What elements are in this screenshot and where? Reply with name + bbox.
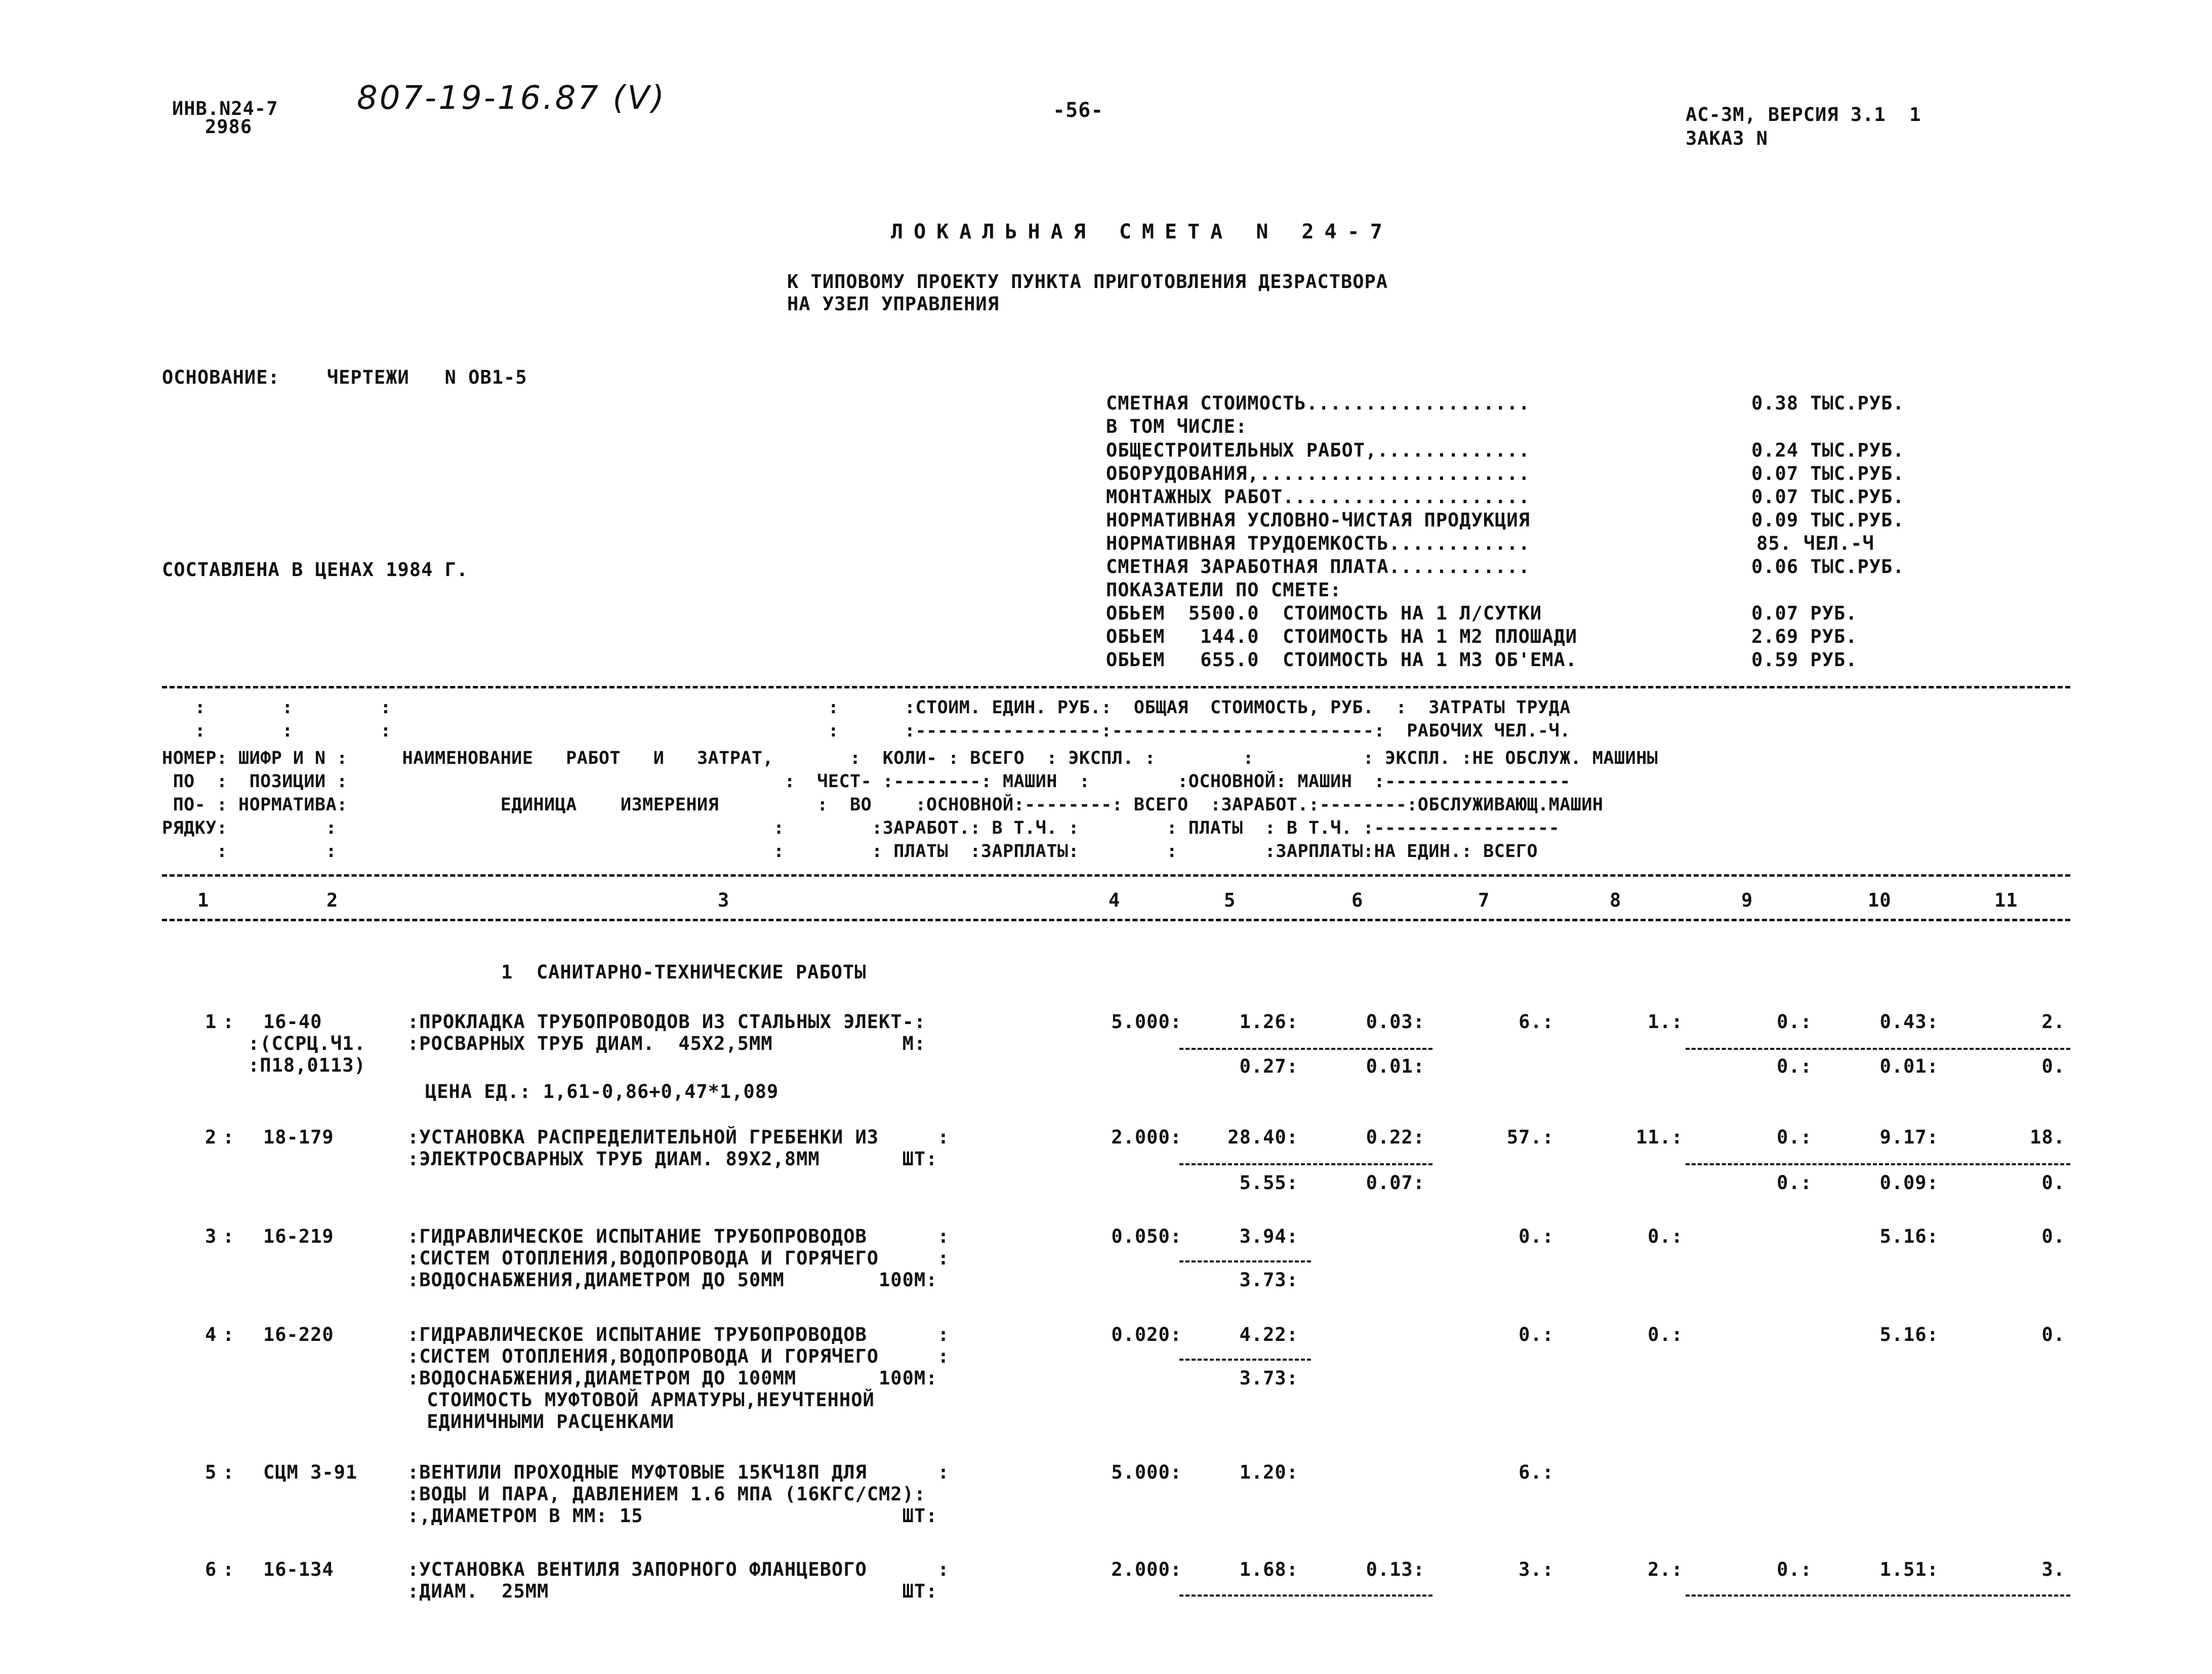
quantity: 5.000: (1111, 1461, 1182, 1483)
summary-label: ОБЬЕМ 655.0 СТОИМОСТЬ НА 1 М3 ОБ'ЕМА. (1106, 649, 1578, 671)
column-number: 8 (1610, 889, 1622, 911)
summary-label: ОБЬЕМ 144.0 СТОИМОСТЬ НА 1 М2 ПЛОШАДИ (1106, 626, 1578, 647)
labor-per-unit: 5.16: (1879, 1226, 1939, 1247)
basis-line: ОСНОВАНИЕ: ЧЕРТЕЖИ N OB1-5 (162, 366, 527, 388)
work-name: :РОСВАРНЫХ ТРУБ ДИАМ. 45X2,5ММ М: (407, 1033, 926, 1054)
header-line: : : : : :СТОИМ. ЕДИН. РУБ.: ОБЩАЯ СТОИМОСТЬ, РУБ. : ЗАТРАТЫ ТРУДА (162, 698, 1571, 718)
quantity: 2.000: (1111, 1126, 1182, 1148)
system-version: АС-3М, ВЕРСИЯ 3.1 1 (1686, 104, 1921, 126)
labor-total: 0. (2041, 1324, 2065, 1345)
summary-value: 0.38 ТЫС.РУБ. (1751, 392, 1905, 414)
handwritten-reference: 807-19-16.87 (V) (357, 79, 667, 117)
column-number: 10 (1868, 889, 1892, 911)
total-cost: 57.: (1506, 1126, 1554, 1148)
document-subtitle-2: НА УЗЕЛ УПРАВЛЕНИЯ (787, 293, 999, 315)
unit-cost-total: 3.94: (1239, 1226, 1298, 1247)
machine-wages-sub: 0.: (1777, 1055, 1812, 1077)
row-subrule (1179, 1260, 1311, 1262)
quantity: 5.000: (1111, 1011, 1182, 1033)
machine-operation: 0.22: (1366, 1126, 1425, 1148)
unit-base-wages: 5.55: (1239, 1172, 1298, 1194)
summary-value: 2.69 РУБ. (1751, 626, 1858, 647)
base-wages: 2.: (1648, 1559, 1683, 1580)
summary-value: 0.24 ТЫС.РУБ. (1751, 439, 1905, 461)
norm-code: 16-40 (263, 1011, 322, 1033)
column-number: 4 (1109, 889, 1121, 911)
norm-code: 16-220 (263, 1324, 334, 1345)
row-number: 5 (205, 1461, 217, 1483)
total-cost: 0.: (1519, 1324, 1554, 1345)
row-subrule (1686, 1163, 2070, 1165)
norm-code: 18-179 (263, 1126, 334, 1148)
labor-per-unit: 0.43: (1879, 1011, 1939, 1033)
document-title: ЛОКАЛЬНАЯ СМЕТА N 24-7 (891, 220, 1393, 243)
unit-base-wages: 3.73: (1239, 1269, 1298, 1291)
summary-label: МОНТАЖНЫХ РАБОТ..................... (1106, 486, 1530, 508)
machine-operation: 0.13: (1366, 1559, 1425, 1580)
summary-label: НОРМАТИВНАЯ ТРУДОЕМКОСТЬ............ (1106, 533, 1530, 554)
column-number: 7 (1478, 889, 1490, 911)
row-separator: : (223, 1461, 235, 1483)
header-line: РЯДКУ: : : :ЗАРАБОТ.: В Т.Ч. : : ПЛАТЫ : В Т.Ч. :----------------- (162, 818, 1560, 838)
unit-cost-total: 1.26: (1239, 1011, 1298, 1033)
norm-code: :(ССРЦ.Ч1. (248, 1033, 366, 1054)
total-cost: 6.: (1519, 1011, 1554, 1033)
row-separator: : (223, 1011, 235, 1033)
total-cost: 3.: (1519, 1559, 1554, 1580)
unit-base-wages: 3.73: (1239, 1367, 1298, 1389)
summary-label: ОБЬЕМ 5500.0 СТОИМОСТЬ НА 1 Л/СУТКИ (1106, 602, 1542, 624)
work-name: :ЭЛЕКТРОСВАРНЫХ ТРУБ ДИАМ. 89X2,8ММ ШТ: (407, 1148, 938, 1170)
service-total: 0. (2041, 1172, 2065, 1194)
header-line: ПО : ПОЗИЦИИ : : ЧЕСТ- :--------: МАШИН : :ОСНОВНОЙ: МАШИН :----------------- (162, 771, 1571, 792)
header-line: : : : : :-----------------:------------------------: РАБОЧИХ ЧЕЛ.-Ч. (162, 721, 1571, 741)
work-note: ЕДИНИЧНЫМИ РАСЦЕНКАМИ (415, 1411, 675, 1433)
work-name: :ДИАМ. 25ММ ШТ: (407, 1580, 938, 1602)
unit-cost-total: 1.20: (1239, 1461, 1298, 1483)
unit-machine-wages: 0.01: (1366, 1055, 1425, 1077)
quantity: 0.050: (1111, 1226, 1182, 1247)
work-name: :ГИДРАВЛИЧЕСКОЕ ИСПЫТАНИЕ ТРУБОПРОВОДОВ : (407, 1226, 950, 1247)
column-number: 2 (326, 889, 339, 911)
service-per-unit: 0.09: (1879, 1172, 1939, 1194)
summary-label: СМЕТНАЯ СТОИМОСТЬ................... (1106, 392, 1530, 414)
inventory-number: ИНВ.N24-7 (172, 98, 278, 119)
column-number: 5 (1224, 889, 1236, 911)
column-number: 1 (197, 889, 210, 911)
summary-value: 0.07 ТЫС.РУБ. (1751, 463, 1905, 484)
row-number: 1 (205, 1011, 217, 1033)
inventory-number-secondary: 2986 (205, 116, 253, 138)
unit-cost-total: 28.40: (1227, 1126, 1298, 1148)
base-wages: 0.: (1648, 1324, 1683, 1345)
document-subtitle-1: К ТИПОВОМУ ПРОЕКТУ ПУНКТА ПРИГОТОВЛЕНИЯ ДЕЗРАСТВОРА (787, 271, 1388, 293)
summary-value: 0.06 ТЫС.РУБ. (1751, 556, 1905, 578)
norm-code: 16-219 (263, 1226, 334, 1247)
work-note: СТОИМОСТЬ МУФТОВОЙ АРМАТУРЫ,НЕУЧТЕННОЙ (415, 1389, 875, 1411)
unit-machine-wages: 0.07: (1366, 1172, 1425, 1194)
machine-wages: 0.: (1777, 1559, 1812, 1580)
labor-per-unit: 5.16: (1879, 1324, 1939, 1345)
row-subrule (1179, 1163, 1432, 1165)
summary-label: ОБЩЕСТРОИТЕЛЬНЫХ РАБОТ,............. (1106, 439, 1530, 461)
order-number: ЗАКАЗ N (1686, 128, 1768, 149)
base-wages: 0.: (1648, 1226, 1683, 1247)
labor-total: 3. (2041, 1559, 2065, 1580)
base-wages: 11.: (1635, 1126, 1683, 1148)
summary-value: 0.07 РУБ. (1751, 602, 1858, 624)
numbers-bottom-rule (162, 919, 2070, 921)
row-number: 3 (205, 1226, 217, 1247)
work-name: :УСТАНОВКА РАСПРЕДЕЛИТЕЛЬНОЙ ГРЕБЕНКИ ИЗ : (407, 1126, 950, 1148)
work-name: :ВОДЫ И ПАРА, ДАВЛЕНИЕМ 1.6 МПА (16КГС/СМ2): (407, 1483, 926, 1505)
machine-wages: 0.: (1777, 1011, 1812, 1033)
machine-wages: 0.: (1777, 1126, 1812, 1148)
service-per-unit: 0.01: (1879, 1055, 1939, 1077)
total-cost: 6.: (1519, 1461, 1554, 1483)
service-total: 0. (2041, 1055, 2065, 1077)
header-bottom-rule (162, 874, 2070, 877)
row-subrule (1179, 1359, 1311, 1361)
labor-total: 0. (2041, 1226, 2065, 1247)
row-number: 6 (205, 1559, 217, 1580)
row-number: 4 (205, 1324, 217, 1345)
machine-wages-sub: 0.: (1777, 1172, 1812, 1194)
row-subrule (1179, 1595, 1432, 1597)
labor-total: 2. (2041, 1011, 2065, 1033)
norm-code: 16-134 (263, 1559, 334, 1580)
norm-code: :П18,0113) (248, 1054, 366, 1076)
price-basis: СОСТАВЛЕНА В ЦЕНАХ 1984 Г. (162, 559, 469, 581)
row-subrule (1686, 1048, 2070, 1050)
work-name: :ВОДОСНАБЖЕНИЯ,ДИАМЕТРОМ ДО 100ММ 100М: (407, 1367, 938, 1389)
quantity: 0.020: (1111, 1324, 1182, 1345)
row-subrule (1179, 1048, 1432, 1050)
base-wages: 1.: (1648, 1011, 1683, 1033)
labor-per-unit: 1.51: (1879, 1559, 1939, 1580)
summary-value: 0.59 РУБ. (1751, 649, 1858, 671)
summary-value: 0.07 ТЫС.РУБ. (1751, 486, 1905, 508)
summary-label: НОРМАТИВНАЯ УСЛОВНО-ЧИСТАЯ ПРОДУКЦИЯ (1106, 509, 1530, 531)
table-top-rule (162, 686, 2070, 688)
total-cost: 0.: (1519, 1226, 1554, 1247)
machine-operation: 0.03: (1366, 1011, 1425, 1033)
summary-value: 0.09 ТЫС.РУБ. (1751, 509, 1905, 531)
unit-price-formula: ЦЕНА ЕД.: 1,61-0,86+0,47*1,089 (425, 1081, 779, 1103)
row-number: 2 (205, 1126, 217, 1148)
column-number: 3 (718, 889, 730, 911)
column-number: 11 (1994, 889, 2018, 911)
column-number: 9 (1741, 889, 1753, 911)
header-line: НОМЕР: ШИФР И N : НАИМЕНОВАНИЕ РАБОТ И ЗАТРАТ, : КОЛИ- : ВСЕГО : ЭКСПЛ. : : : ЭКСПЛ. :НЕ ОБСЛУЖ. МАШИНЫ (162, 748, 1658, 768)
work-name: :СИСТЕМ ОТОПЛЕНИЯ,ВОДОПРОВОДА И ГОРЯЧЕГО : (407, 1247, 950, 1269)
page-number: -56- (1053, 99, 1104, 122)
work-name: :,ДИАМЕТРОМ В ММ: 15 ШТ: (407, 1505, 938, 1527)
norm-code: СЦМ 3-91 (263, 1461, 358, 1483)
summary-label: СМЕТНАЯ ЗАРАБОТНАЯ ПЛАТА............ (1106, 556, 1530, 578)
labor-total: 18. (2030, 1126, 2065, 1148)
row-separator: : (223, 1226, 235, 1247)
header-line: : : : : ПЛАТЫ :ЗАРПЛАТЫ: : :ЗАРПЛАТЫ:НА ЕДИН.: ВСЕГО (162, 841, 1538, 862)
unit-base-wages: 0.27: (1239, 1055, 1298, 1077)
unit-cost-total: 1.68: (1239, 1559, 1298, 1580)
summary-label: В ТОМ ЧИСЛЕ: (1106, 416, 1248, 437)
work-name: :ГИДРАВЛИЧЕСКОЕ ИСПЫТАНИЕ ТРУБОПРОВОДОВ : (407, 1324, 950, 1345)
summary-value: 85. ЧЕЛ.-Ч (1756, 533, 1874, 554)
work-name: :ВЕНТИЛИ ПРОХОДНЫЕ МУФТОВЫЕ 15КЧ18П ДЛЯ : (407, 1461, 950, 1483)
work-name: :УСТАНОВКА ВЕНТИЛЯ ЗАПОРНОГО ФЛАНЦЕВОГО : (407, 1559, 950, 1580)
work-name: :ВОДОСНАБЖЕНИЯ,ДИАМЕТРОМ ДО 50ММ 100М: (407, 1269, 938, 1291)
work-name: :СИСТЕМ ОТОПЛЕНИЯ,ВОДОПРОВОДА И ГОРЯЧЕГО : (407, 1345, 950, 1367)
row-separator: : (223, 1126, 235, 1148)
labor-per-unit: 9.17: (1879, 1126, 1939, 1148)
header-line: ПО- : НОРМАТИВА: ЕДИНИЦА ИЗМЕРЕНИЯ : ВО :ОСНОВНОЙ:--------: ВСЕГО :ЗАРАБОТ.:--------:ОБСЛУЖИВАЮЩ.МАШИН (162, 795, 1604, 815)
quantity: 2.000: (1111, 1559, 1182, 1580)
row-separator: : (223, 1324, 235, 1345)
summary-label: ОБОРУДОВАНИЯ,....................... (1106, 463, 1530, 484)
row-subrule (1686, 1595, 2070, 1597)
column-number: 6 (1351, 889, 1364, 911)
unit-cost-total: 4.22: (1239, 1324, 1298, 1345)
summary-label: ПОКАЗАТЕЛИ ПО СМЕТЕ: (1106, 579, 1342, 601)
work-name: :ПРОКЛАДКА ТРУБОПРОВОДОВ ИЗ СТАЛЬНЫХ ЭЛЕКТ-: (407, 1011, 926, 1033)
row-separator: : (223, 1559, 235, 1580)
section-title: 1 САНИТАРНО-ТЕХНИЧЕСКИЕ РАБОТЫ (501, 961, 867, 983)
